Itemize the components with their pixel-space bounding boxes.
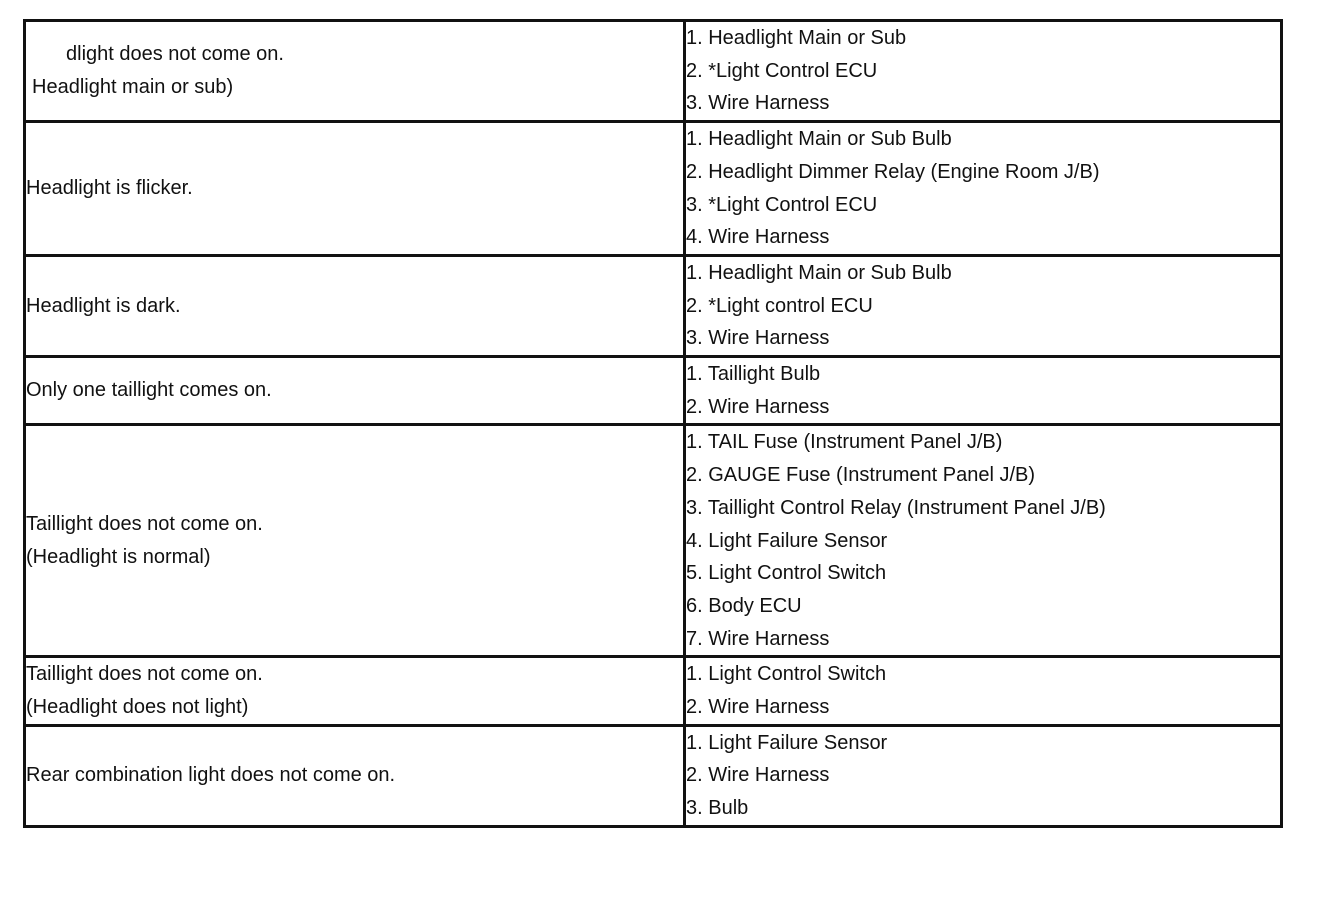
table-row [25,657,1282,725]
suspect-area-item: 2. Wire Harness [686,696,830,719]
suspect-area-cell [685,122,1282,256]
suspect-area-cell [685,21,1282,122]
symptom-text: Headlight is dark. [26,294,181,317]
symptom-cell [25,255,685,356]
suspect-area-item: 1. Headlight Main or Sub [686,27,907,49]
suspect-area-item: 5. Light Control Switch [686,562,887,585]
symptom-cell [25,122,685,256]
suspect-area-item: 2. Wire Harness [686,395,830,418]
table-row [25,725,1282,826]
troubleshooting-table [23,19,1283,828]
suspect-area-item: 1. Taillight Bulb [686,363,821,386]
suspect-area-item: 1. Headlight Main or Sub Bulb [686,261,952,284]
suspect-area-item: 1. Headlight Main or Sub Bulb [686,128,952,151]
table-row [25,21,1282,122]
symptom-text: Rear combination light does not come on. [26,764,396,787]
suspect-area-item: 3. Bulb [686,797,749,820]
symptom-text: Taillight does not come on. [26,513,263,536]
suspect-area-item: 3. *Light Control ECU [686,193,878,216]
symptom-text: Taillight does not come on. [26,663,263,686]
symptom-text: (Headlight is normal) [26,545,211,568]
symptom-text: Headlight is flicker. [26,177,193,200]
suspect-area-item: 2. GAUGE Fuse (Instrument Panel J/B) [686,464,1036,487]
suspect-area-cell [685,357,1282,425]
suspect-area-item: 4. Light Failure Sensor [686,529,888,552]
suspect-area-item: 3. Wire Harness [686,327,830,350]
suspect-area-item: 4. Wire Harness [686,226,830,249]
suspect-area-item: 7. Wire Harness [686,627,830,650]
suspect-area-item: 3. Wire Harness [686,92,830,115]
suspect-area-item: 2. Headlight Dimmer Relay (Engine Room J/B) [686,160,1100,183]
symptom-text: Only one taillight comes on. [26,379,272,402]
suspect-area-item: 6. Body ECU [686,594,802,617]
suspect-area-item: 2. *Light control ECU [686,294,873,317]
table-row [25,255,1282,356]
suspect-area-item: 2. Wire Harness [686,764,830,787]
suspect-area-cell [685,657,1282,725]
symptom-text: (Headlight does not light) [26,696,249,719]
symptom-cell [25,357,685,425]
suspect-area-item: 3. Taillight Control Relay (Instrument Panel J/B) [686,496,1106,519]
suspect-area-item: 1. TAIL Fuse (Instrument Panel J/B) [686,431,1003,454]
symptom-cell [25,21,685,122]
suspect-area-cell [685,255,1282,356]
table-row [25,425,1282,657]
table-row [25,122,1282,256]
suspect-area-cell [685,425,1282,657]
suspect-area-item: 1. Light Control Switch [686,663,887,686]
suspect-area-item: 2. *Light Control ECU [686,59,878,82]
symptom-text: Headlight main or sub) [32,76,234,99]
table-row [25,357,1282,425]
suspect-area-cell [685,725,1282,826]
symptom-cell [25,425,685,657]
suspect-area-item: 1. Light Failure Sensor [686,731,888,754]
symptom-cell [25,725,685,826]
symptom-text: dlight does not come on. [66,43,284,66]
symptom-cell [25,657,685,725]
